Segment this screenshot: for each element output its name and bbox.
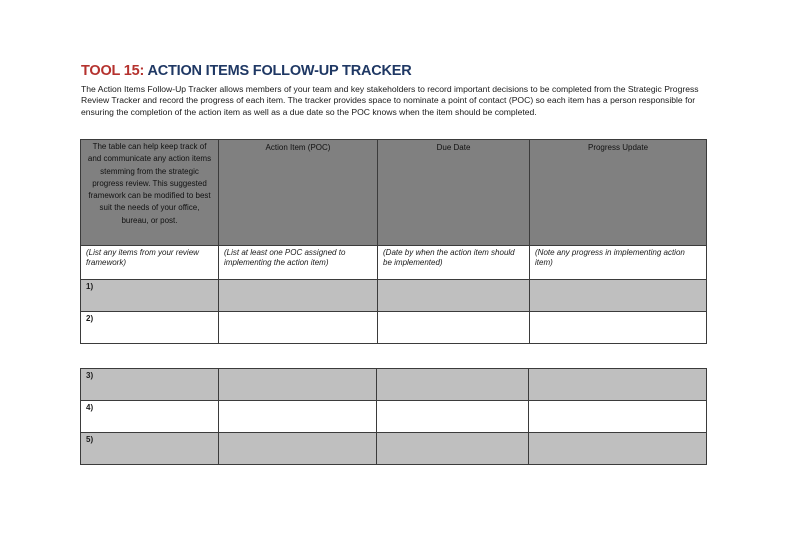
row-label: 1) [81, 280, 219, 312]
header-cell-description: The table can help keep track of and communicate any action items stemming from the strategic progress review. This suggested framework can be modified to best suit the needs of your office, bureau, or post. [81, 140, 219, 246]
table-cell[interactable] [219, 433, 377, 465]
header-cell-action-item: Action Item (POC) [219, 140, 378, 246]
instruction-cell-progress: (Note any progress in implementing action item) [530, 246, 707, 280]
table-cell[interactable] [529, 433, 707, 465]
table-row [81, 280, 707, 312]
title-number: TOOL 15: [81, 63, 145, 79]
table-cell[interactable] [530, 312, 707, 344]
table-cell[interactable] [529, 401, 707, 433]
intro-paragraph: The Action Items Follow-Up Tracker allows members of your team and key stakeholders to record important decisions to be completed from the Strategic Progress Review Tracker and record the progress of each item. The tracker provides space to nominate a point of contact (POC) so each item has a person responsible for ensuring the completion of the action item as well as a due date so the POC knows when the item should be completed. [81, 84, 699, 117]
row-label: 2) [81, 312, 219, 344]
tracker-table-part-1 [80, 139, 707, 344]
instruction-row [81, 246, 707, 280]
table-cell[interactable] [529, 369, 707, 401]
table-row [81, 312, 707, 344]
table-cell[interactable] [530, 280, 707, 312]
table-row [81, 369, 707, 401]
header-row [81, 140, 707, 246]
table-cell[interactable] [378, 280, 530, 312]
instruction-cell-poc: (List at least one POC assigned to implementing the action item) [219, 246, 378, 280]
row-label: 5) [81, 433, 219, 465]
header-cell-due-date: Due Date [378, 140, 530, 246]
row-label: 3) [81, 369, 219, 401]
table-row [81, 433, 707, 465]
table-cell[interactable] [219, 312, 378, 344]
instruction-cell-items: (List any items from your review framework) [81, 246, 219, 280]
table-cell[interactable] [378, 312, 530, 344]
page-title [81, 63, 412, 79]
table-cell[interactable] [219, 369, 377, 401]
table-cell[interactable] [377, 369, 529, 401]
table-cell[interactable] [377, 401, 529, 433]
table-cell[interactable] [219, 401, 377, 433]
tracker-table-part-2 [80, 368, 707, 465]
title-text: ACTION ITEMS FOLLOW-UP TRACKER [147, 63, 412, 79]
table-cell[interactable] [377, 433, 529, 465]
row-label: 4) [81, 401, 219, 433]
instruction-cell-date: (Date by when the action item should be implemented) [378, 246, 530, 280]
table-row [81, 401, 707, 433]
header-cell-progress-update: Progress Update [530, 140, 707, 246]
table-cell[interactable] [219, 280, 378, 312]
